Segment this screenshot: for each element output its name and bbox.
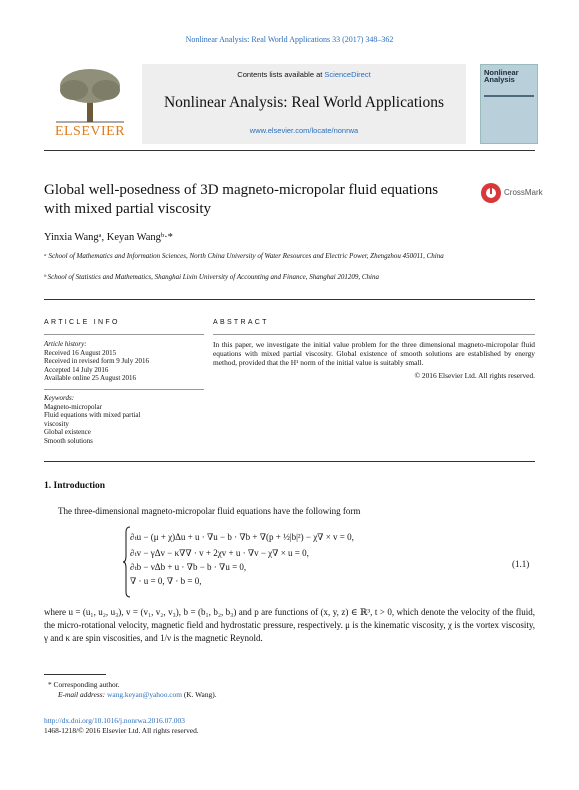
journal-cover-thumbnail[interactable] <box>480 64 538 144</box>
crossmark-label: CrossMark <box>504 188 543 197</box>
affiliation-b: ᵇ School of Statistics and Mathematics, Shanghai Lixin University of Accounting and Finance, Shanghai 201209, China <box>44 273 380 281</box>
equation-line: ∂ₜu − (μ + χ)Δu + u · ∇u − b · ∇b + ∇(p + ½|b|²) − χ∇ × v = 0, <box>130 532 354 542</box>
history-item: Received 16 August 2015 <box>44 348 117 357</box>
intro-paragraph: where u = (u₁, u₂, u₃), v = (v₁, v₂, v₃), b = (b₁, b₂, b₃) and p are functions of (x, y, z) ∈ ℝ³, t > 0, which denote the velocity of the fluid, the micro-rotational velocity, magnetic field and hydrostatic pressure, respectively. μ is the kinematic viscosity, χ is the vortex viscosity, γ and κ are spin viscosities, and 1/ν is the magnetic Reynold. <box>44 607 535 643</box>
issn-line: 1468-1218/© 2016 Elsevier Ltd. All rights reserved. <box>44 726 199 735</box>
running-head[interactable]: Nonlinear Analysis: Real World Applications 33 (2017) 348–362 <box>185 35 394 44</box>
header-rule <box>44 150 535 151</box>
crossmark-badge[interactable] <box>480 182 550 204</box>
cover-title: Nonlinear Analysis <box>484 68 519 84</box>
cover-bar <box>484 95 534 97</box>
info-divider <box>44 334 204 335</box>
journal-url-link[interactable]: www.elsevier.com/locate/nonrwa <box>249 126 359 135</box>
keyword: Smooth solutions <box>44 436 93 445</box>
history-item: Accepted 14 July 2016 <box>44 365 109 374</box>
keyword: Fluid equations with mixed partial <box>44 411 141 420</box>
abstract-body <box>213 340 535 380</box>
keywords-divider <box>44 389 204 390</box>
history-item: Received in revised form 9 July 2016 <box>44 357 149 366</box>
journal-header-band <box>142 64 466 144</box>
article-info <box>44 340 204 446</box>
abstract-heading: ABSTRACT <box>213 319 269 326</box>
footnote-email <box>58 690 217 700</box>
footnote-corresponding: * Corresponding author. <box>48 680 120 689</box>
abstract-copyright: © 2016 Elsevier Ltd. All rights reserved. <box>414 370 535 380</box>
abstract-divider <box>213 334 535 335</box>
email-link[interactable]: wang.keyan@yahoo.com <box>107 690 182 699</box>
equation-line: ∇ · u = 0, ∇ · b = 0, <box>130 576 202 586</box>
article-info-heading: ARTICLE INFO <box>44 319 120 326</box>
sciencedirect-link[interactable]: ScienceDirect <box>324 70 371 79</box>
affiliation-rule <box>44 299 535 300</box>
section-heading: 1. Introduction <box>44 481 106 491</box>
footnote-rule <box>44 674 106 675</box>
email-suffix: (K. Wang). <box>181 690 217 699</box>
keywords-label: Keywords: <box>44 393 75 402</box>
doi-link[interactable]: http://dx.doi.org/10.1016/j.nonrwa.2016.07.003 <box>44 716 185 725</box>
email-label: E-mail address: <box>58 690 106 699</box>
article-title: Global well-posedness of 3D magneto-micropolar fluid equations with mixed partial viscosity <box>44 182 439 217</box>
equation-line: ∂ₜb − νΔb + u · ∇b − b · ∇u = 0, <box>130 562 247 572</box>
abstract-text: In this paper, we investigate the initial value problem for the three dimensional magneto-micropolar fluid equations with mixed partial viscosity. Global existence of smooth solutions are established by energy method, provided that the H¹ norm of the initial value is suitably small. <box>213 340 535 368</box>
author-list: Yinxia Wangᵃ, Keyan Wangᵇ·* <box>44 232 173 243</box>
elsevier-wordmark: ELSEVIER <box>54 124 126 139</box>
tree-logo-icon <box>52 66 128 124</box>
history-item: Available online 25 August 2016 <box>44 374 137 383</box>
history-label: Article history: <box>44 340 87 348</box>
contents-prefix: Contents lists available at <box>237 70 325 79</box>
intro-lead: The three-dimensional magneto-micropolar fluid equations have the following form <box>58 506 361 516</box>
journal-title: Nonlinear Analysis: Real World Applications <box>163 94 444 111</box>
contents-line <box>142 70 466 79</box>
journal-banner <box>44 64 524 144</box>
equation-line: ∂ₜv − γΔv − κ∇∇ · v + 2χv + u · ∇v − χ∇ × u = 0, <box>130 548 309 558</box>
equation-number: (1.1) <box>512 559 530 569</box>
keyword: Magneto-micropolar <box>44 402 102 411</box>
affiliation-a: ᵃ School of Mathematics and Information Sciences, North China University of Water Resources and Electric Power, Zhengzhou 450011, China <box>44 252 444 260</box>
elsevier-logo <box>44 64 136 144</box>
body-rule <box>44 461 535 462</box>
keyword: viscosity <box>44 419 69 428</box>
keyword: Global existence <box>44 428 91 437</box>
crossmark-icon <box>480 182 502 204</box>
